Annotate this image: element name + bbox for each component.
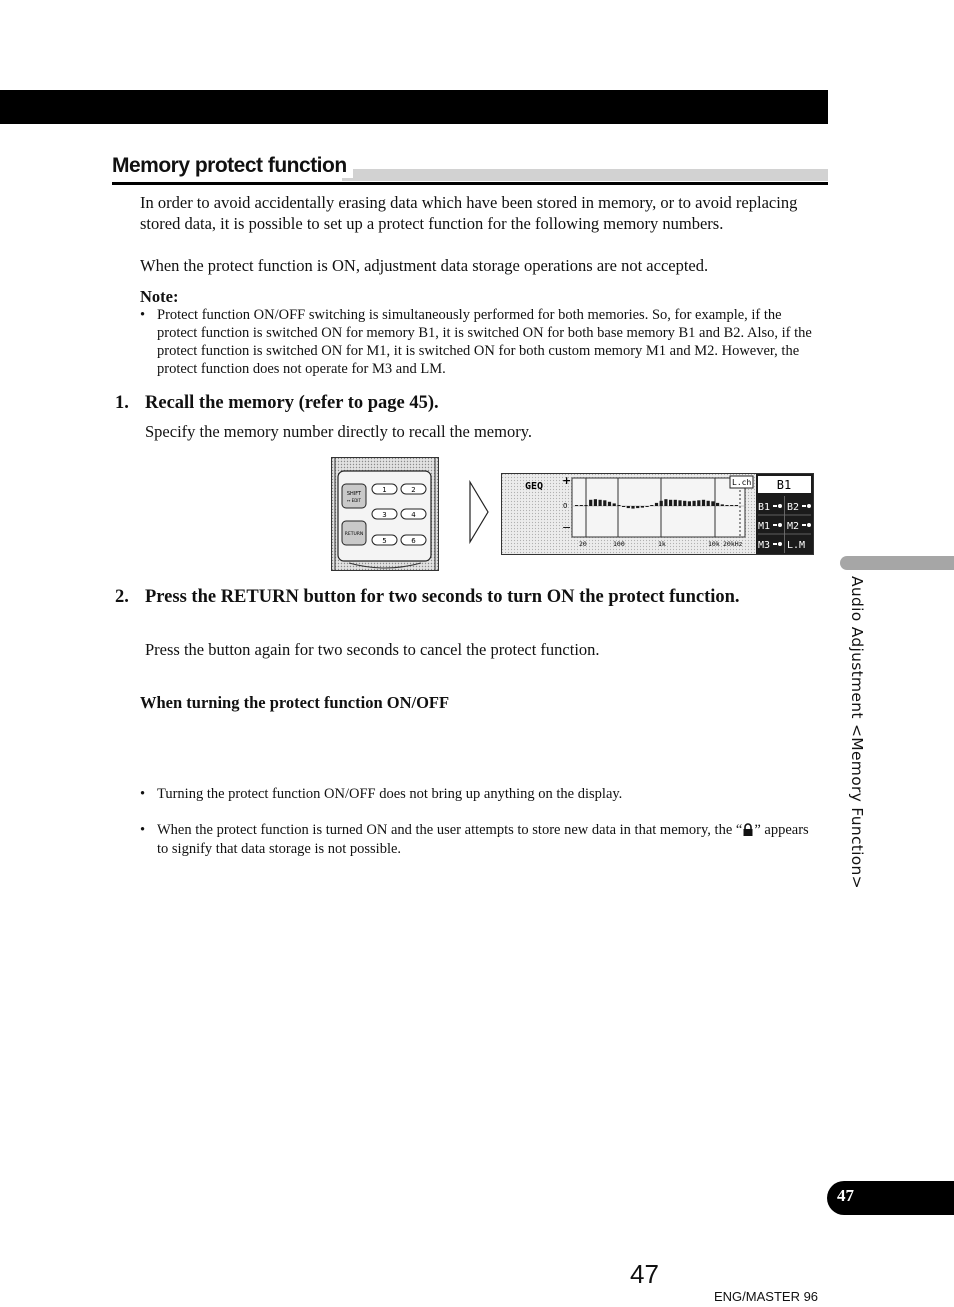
eq-bar [721, 504, 724, 506]
step-1-number: 1. [115, 393, 129, 413]
eq-bar [730, 505, 733, 506]
protect-item-2-text-a: When the protect function is turned ON and the user attempts to store new data in that memory, the [157, 822, 733, 838]
lock-icon [742, 823, 754, 836]
note-item [140, 306, 817, 378]
edit-key-label: ↔ EDIT [347, 498, 361, 503]
step-2-number: 2. [115, 587, 129, 607]
eq-bar [697, 500, 700, 506]
page-tab-number: 47 [837, 1186, 854, 1205]
eq-bar [641, 506, 644, 508]
protect-item-2-text-c: ” appears to signify that data storage is not possible. [157, 822, 809, 857]
eq-display-illustration [501, 473, 814, 555]
eq-bar [622, 506, 625, 507]
freq-label-100: 100 [613, 540, 625, 548]
eq-bar [608, 502, 611, 506]
eq-bar [575, 505, 578, 506]
freq-label-20: 20 [579, 540, 587, 548]
eq-bar [636, 506, 639, 508]
protect-item-1-text: Turning the protect function ON/OFF does not bring up anything on the display. [157, 786, 623, 802]
eq-bar [589, 500, 592, 506]
eq-bar [678, 500, 681, 506]
eq-bar [669, 500, 672, 506]
step-2-heading-text: Press the RETURN button for two seconds to turn ON the protect function. [145, 587, 740, 607]
eq-bar [716, 503, 719, 506]
return-key-label: RETURN [344, 532, 364, 537]
key-3: 3 [382, 511, 387, 519]
protect-bullet-1: • [140, 786, 146, 802]
step-1-heading-text: Recall the memory (refer to page 45). [145, 393, 439, 413]
top-black-bar [0, 90, 828, 124]
protect-item-2 [140, 821, 817, 859]
step-1-heading [115, 391, 785, 415]
display-minus-label: − [562, 521, 572, 534]
eq-bar [664, 499, 667, 506]
eq-bar [735, 505, 738, 506]
note-heading: Note: [140, 287, 179, 306]
note-item-text: Protect function ON/OFF switching is simultaneously performed for both memories. So, for example, if the protect function is switched ON for memory B1, it is switched ON for both base memory B1 and B2. Also, if the protect function is switched ON for M1, it is switched ON for both custom memory M1 and M2. However, the protect function does not operate for M3 and LM. [157, 307, 812, 377]
eq-bar [660, 501, 663, 506]
eq-bar [646, 506, 649, 507]
memory-slot-lm: L.M [787, 540, 806, 551]
eq-bar [674, 500, 677, 506]
memory-slot-m1: M1 [758, 521, 771, 532]
key-1: 1 [382, 486, 387, 494]
memory-slot-b2: B2 [787, 502, 800, 513]
key-2: 2 [411, 486, 416, 494]
memory-slot-m3: M3 [758, 540, 771, 551]
eq-bar [711, 501, 714, 506]
eq-bar [655, 503, 658, 506]
memory-slot-b1: B1 [758, 502, 771, 513]
note-bullet: • [140, 307, 146, 323]
eq-bar [702, 500, 705, 506]
intro-paragraph-2: When the protect function is ON, adjustment data storage operations are not accepted. [140, 256, 709, 275]
side-tab-marker [840, 556, 954, 570]
eq-bar [613, 503, 616, 506]
display-mode-label: GEQ [525, 481, 544, 492]
eq-bar [725, 505, 728, 506]
key-6: 6 [411, 537, 416, 545]
freq-label-10k: 10k [708, 540, 720, 548]
shift-key-label: SHIFT [346, 491, 362, 497]
display-plus-label: + [562, 474, 572, 487]
protect-item-2-open-quote: “ [735, 822, 743, 838]
intro-paragraph-1: In order to avoid accidentally erasing data which have been stored in memory, or to avoid replacing stored data, it is possible to set up a protect function for the following memory numbers. [140, 193, 798, 233]
section-header [112, 152, 828, 186]
eq-bar [650, 505, 653, 506]
eq-bar [707, 501, 710, 506]
eq-bar [584, 505, 587, 506]
eq-bar [683, 501, 686, 506]
eq-bar [594, 499, 597, 506]
eq-bar [693, 501, 696, 506]
eq-bar [603, 500, 606, 506]
page-tab [827, 1181, 954, 1215]
step-1-body: Specify the memory number directly to recall the memory. [145, 422, 533, 441]
display-zero-label: 0 [563, 502, 568, 510]
page-number: 47 [630, 1259, 659, 1289]
step-2-body: Press the button again for two seconds to cancel the protect function. [145, 640, 600, 659]
eq-bar [617, 505, 620, 506]
freq-label-20khz: 20kHz [723, 540, 743, 548]
protect-heading: When turning the protect function ON/OFF [140, 693, 450, 712]
key-4: 4 [411, 511, 416, 519]
display-channel-label: L.ch [732, 478, 752, 487]
key-5: 5 [382, 537, 387, 545]
step-2-heading [115, 585, 785, 609]
eq-bar [627, 506, 630, 508]
triangle-right-icon [468, 480, 490, 544]
protect-bullet-2: • [140, 822, 146, 838]
eq-bar [631, 506, 634, 509]
section-title: Memory protect function [112, 154, 353, 178]
remote-control-illustration [331, 457, 439, 571]
side-section-label: Audio Adjustment <Memory Function> [848, 576, 866, 889]
memory-selected: B1 [776, 478, 792, 492]
memory-slot-m2: M2 [787, 521, 800, 532]
eq-bar [688, 501, 691, 506]
freq-label-1k: 1k [658, 540, 666, 548]
header-rule [112, 182, 828, 185]
eq-bar [580, 505, 583, 506]
footer-code: ENG/MASTER 96 [714, 1289, 819, 1304]
eq-bar [599, 500, 602, 506]
protect-item-1 [140, 785, 817, 803]
header-shade [342, 169, 828, 181]
